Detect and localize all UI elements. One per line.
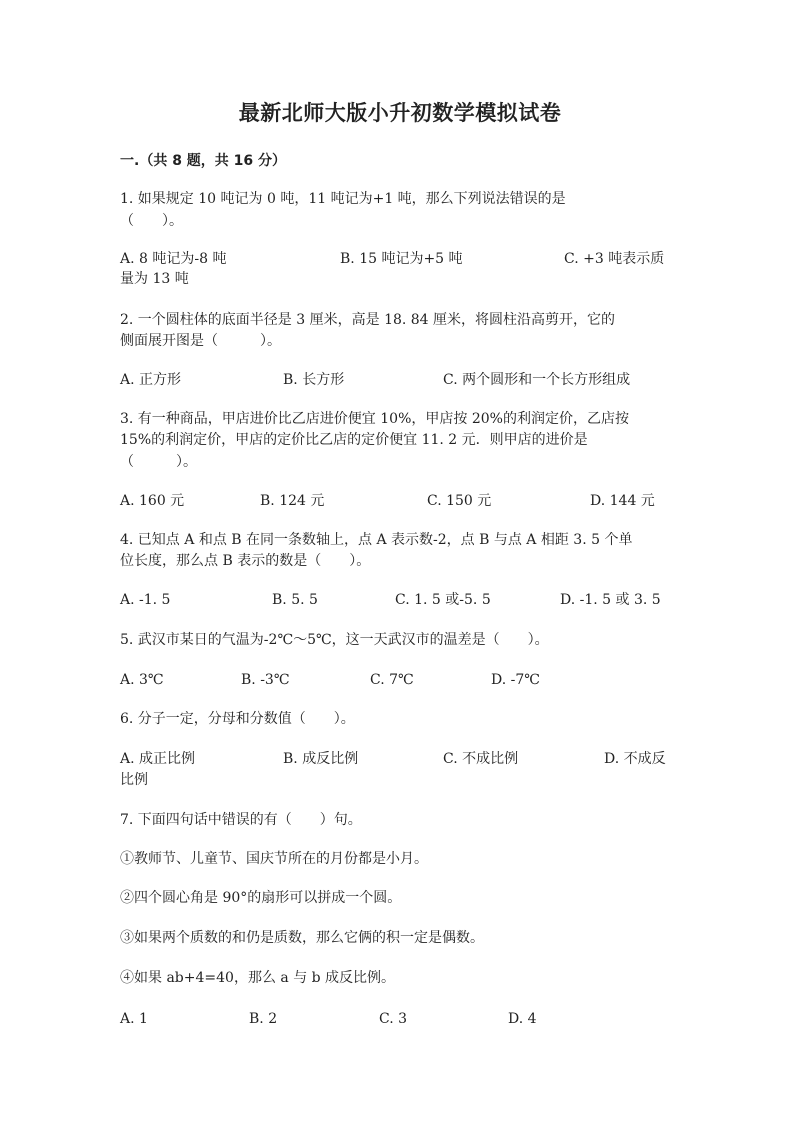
question-4-option-c: C. 1. 5 或-5. 5	[395, 592, 491, 608]
question-3-line-1: 3. 有一种商品，甲店进价比乙店进价便宜 10%，甲店按 20%的利润定价，乙店按	[120, 411, 629, 427]
question-3-line-3: （ ）。	[120, 454, 197, 470]
question-2-option-a: A. 正方形	[120, 372, 182, 388]
question-6-option-a: A. 成正比例	[120, 751, 196, 767]
question-5-option-a: A. 3℃	[120, 672, 164, 688]
question-7-option-a: A. 1	[120, 1011, 148, 1027]
question-7-statement-4: ④如果 ab+4=40，那么 a 与 b 成反比例。	[120, 970, 396, 986]
page-title: 最新北师大版小升初数学模拟试卷	[238, 101, 562, 125]
question-2-option-c: C. 两个圆形和一个长方形组成	[443, 372, 631, 388]
question-5-option-b: B. -3℃	[241, 672, 290, 688]
question-7-statement-3: ③如果两个质数的和仍是质数，那么它俩的积一定是偶数。	[120, 930, 484, 946]
question-3-option-d: D. 144 元	[590, 493, 655, 509]
question-2-option-b: B. 长方形	[283, 372, 345, 388]
question-1-option-wrap: 量为 13 吨	[120, 271, 189, 287]
question-4-option-b: B. 5. 5	[272, 592, 318, 608]
question-2-line-2: 侧面展开图是（ ）。	[120, 333, 281, 349]
question-3-option-c: C. 150 元	[427, 493, 492, 509]
question-6-option-b: B. 成反比例	[283, 751, 359, 767]
question-3-line-2: 15%的利润定价，甲店的定价比乙店的定价便宜 11. 2 元．则甲店的进价是	[120, 432, 588, 448]
question-1-option-c: C. +3 吨表示质	[564, 251, 665, 267]
question-5-option-d: D. -7℃	[491, 672, 540, 688]
question-7-statement-1: ①教师节、儿童节、国庆节所在的月份都是小月。	[120, 851, 428, 867]
question-4-option-a: A. -1. 5	[120, 592, 171, 608]
question-6-line-1: 6. 分子一定，分母和分数值（ ）。	[120, 711, 355, 727]
question-2-line-1: 2. 一个圆柱体的底面半径是 3 厘米，高是 18. 84 厘米，将圆柱沿高剪开，它的	[120, 312, 616, 328]
question-4-line-2: 位长度，那么点 B 表示的数是（ ）。	[120, 553, 371, 569]
question-3-option-a: A. 160 元	[120, 493, 185, 509]
question-7-statement-2: ②四个圆心角是 90°的扇形可以拼成一个圆。	[120, 890, 402, 906]
question-1-option-a: A. 8 吨记为-8 吨	[120, 251, 227, 267]
question-5-line-1: 5. 武汉市某日的气温为-2℃～5℃，这一天武汉市的温差是（ ）。	[120, 632, 549, 648]
question-7-option-b: B. 2	[249, 1011, 278, 1027]
question-7-option-d: D. 4	[508, 1011, 537, 1027]
question-7-option-c: C. 3	[379, 1011, 408, 1027]
question-6-option-wrap: 比例	[120, 772, 148, 788]
question-6-option-c: C. 不成比例	[443, 751, 519, 767]
section-heading: 一.（共 8 题，共 16 分）	[120, 153, 287, 169]
question-1-line-2: （ ）。	[120, 213, 183, 229]
question-4-option-d: D. -1. 5 或 3. 5	[560, 592, 661, 608]
question-3-option-b: B. 124 元	[260, 493, 325, 509]
question-5-option-c: C. 7℃	[370, 672, 414, 688]
question-6-option-d: D. 不成反	[604, 751, 666, 767]
question-1-line-1: 1. 如果规定 10 吨记为 0 吨，11 吨记为+1 吨，那么下列说法错误的是	[120, 191, 566, 207]
question-4-line-1: 4. 已知点 A 和点 B 在同一条数轴上，点 A 表示数-2，点 B 与点 A 相距 3. 5 个单	[120, 532, 633, 548]
question-7-line-1: 7. 下面四句话中错误的有（ ）句。	[120, 812, 362, 828]
question-1-option-b: B. 15 吨记为+5 吨	[340, 251, 463, 267]
